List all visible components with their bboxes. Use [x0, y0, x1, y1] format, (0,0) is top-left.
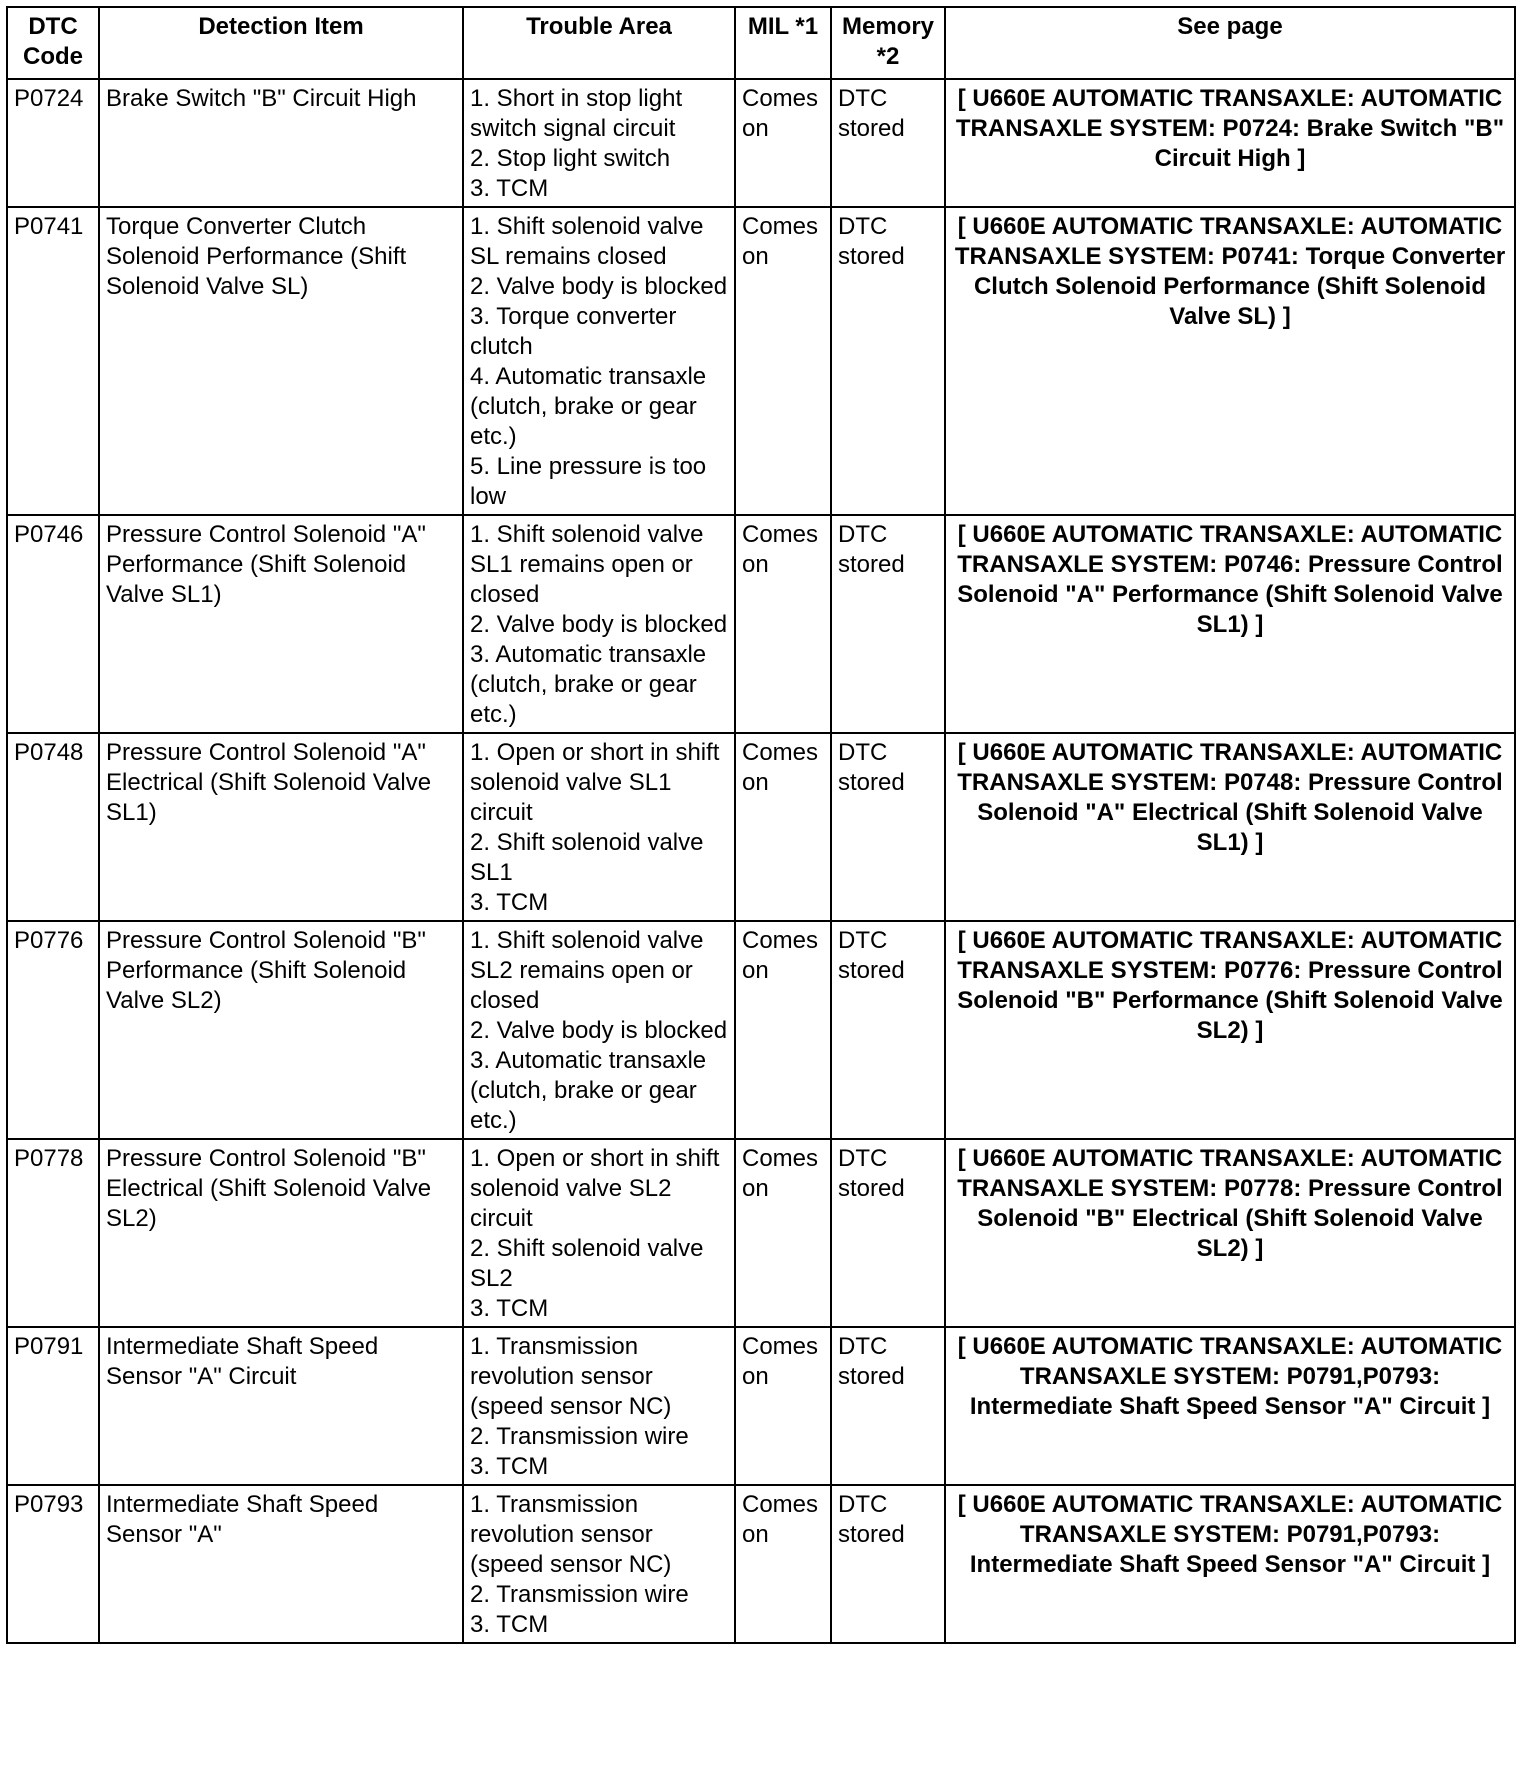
trouble-area-cell — [463, 207, 735, 515]
header-memory: Memory *2 — [831, 7, 945, 79]
trouble-area-line: 5. Line pressure is too low — [470, 453, 707, 510]
memory-cell: DTC stored — [831, 207, 945, 515]
table-body — [7, 79, 1515, 1643]
trouble-area-line: 1. Open or short in shift solenoid valve SL1 circuit — [470, 739, 720, 826]
dtc-code-cell: P0741 — [7, 207, 99, 515]
dtc-code-cell: P0724 — [7, 79, 99, 207]
memory-cell: DTC stored — [831, 921, 945, 1139]
see-page-link: [ U660E AUTOMATIC TRANSAXLE: AUTOMATIC TRANSAXLE SYSTEM: P0748: Pressure Control Solenoid "A" Electrical (Shift Solenoid Valve SL1) ] — [945, 733, 1515, 921]
dtc-table — [6, 6, 1516, 1644]
header-row — [7, 7, 1515, 79]
trouble-area-line: 3. Torque converter clutch — [470, 303, 677, 360]
trouble-area-line: 3. TCM — [470, 889, 549, 916]
trouble-area-line: 2. Valve body is blocked — [470, 1017, 728, 1044]
trouble-area-line: 1. Open or short in shift solenoid valve SL2 circuit — [470, 1145, 720, 1232]
table-row — [7, 1485, 1515, 1643]
detection-item-cell: Pressure Control Solenoid "B" Performance (Shift Solenoid Valve SL2) — [99, 921, 463, 1139]
detection-item-cell: Pressure Control Solenoid "A" Performance (Shift Solenoid Valve SL1) — [99, 515, 463, 733]
table-row — [7, 515, 1515, 733]
mil-cell: Comes on — [735, 79, 831, 207]
memory-cell: DTC stored — [831, 733, 945, 921]
dtc-code-cell: P0791 — [7, 1327, 99, 1485]
header-detection-item: Detection Item — [99, 7, 463, 79]
trouble-area-cell — [463, 515, 735, 733]
mil-cell: Comes on — [735, 515, 831, 733]
trouble-area-line: 1. Shift solenoid valve SL1 remains open or closed — [470, 521, 704, 608]
trouble-area-line: 2. Shift solenoid valve SL1 — [470, 829, 704, 886]
mil-cell: Comes on — [735, 1139, 831, 1327]
trouble-area-line: 3. Automatic transaxle (clutch, brake or gear etc.) — [470, 641, 707, 728]
detection-item-cell: Intermediate Shaft Speed Sensor "A" — [99, 1485, 463, 1643]
trouble-area-line: 3. TCM — [470, 1295, 549, 1322]
table-row — [7, 733, 1515, 921]
mil-cell: Comes on — [735, 1327, 831, 1485]
header-trouble-area: Trouble Area — [463, 7, 735, 79]
trouble-area-line: 1. Shift solenoid valve SL2 remains open or closed — [470, 927, 704, 1014]
trouble-area-cell — [463, 1327, 735, 1485]
trouble-area-cell — [463, 921, 735, 1139]
trouble-area-cell — [463, 79, 735, 207]
table-row — [7, 1327, 1515, 1485]
memory-cell: DTC stored — [831, 79, 945, 207]
table-row — [7, 1139, 1515, 1327]
memory-cell: DTC stored — [831, 1139, 945, 1327]
see-page-link: [ U660E AUTOMATIC TRANSAXLE: AUTOMATIC TRANSAXLE SYSTEM: P0778: Pressure Control Solenoid "B" Electrical (Shift Solenoid Valve SL2) ] — [945, 1139, 1515, 1327]
table-row — [7, 921, 1515, 1139]
trouble-area-cell — [463, 1139, 735, 1327]
dtc-code-cell: P0778 — [7, 1139, 99, 1327]
trouble-area-line: 2. Stop light switch — [470, 145, 671, 172]
dtc-code-cell: P0746 — [7, 515, 99, 733]
trouble-area-line: 2. Shift solenoid valve SL2 — [470, 1235, 704, 1292]
trouble-area-cell — [463, 733, 735, 921]
see-page-link: [ U660E AUTOMATIC TRANSAXLE: AUTOMATIC TRANSAXLE SYSTEM: P0746: Pressure Control Solenoid "A" Performance (Shift Solenoid Valve SL1) ] — [945, 515, 1515, 733]
trouble-area-line: 3. TCM — [470, 175, 549, 202]
dtc-code-cell: P0748 — [7, 733, 99, 921]
trouble-area-line: 1. Transmission revolution sensor (speed sensor NC) — [470, 1333, 672, 1420]
trouble-area-line: 2. Valve body is blocked — [470, 273, 728, 300]
trouble-area-line: 1. Short in stop light switch signal circuit — [470, 85, 683, 142]
trouble-area-line: 3. TCM — [470, 1611, 549, 1638]
trouble-area-cell — [463, 1485, 735, 1643]
mil-cell: Comes on — [735, 1485, 831, 1643]
trouble-area-line: 1. Shift solenoid valve SL remains closed — [470, 213, 704, 270]
table-row — [7, 79, 1515, 207]
header-see-page: See page — [945, 7, 1515, 79]
see-page-link: [ U660E AUTOMATIC TRANSAXLE: AUTOMATIC TRANSAXLE SYSTEM: P0741: Torque Converter Clutch Solenoid Performance (Shift Solenoid Valve SL) ] — [945, 207, 1515, 515]
detection-item-cell: Pressure Control Solenoid "A" Electrical (Shift Solenoid Valve SL1) — [99, 733, 463, 921]
see-page-link: [ U660E AUTOMATIC TRANSAXLE: AUTOMATIC TRANSAXLE SYSTEM: P0791,P0793: Intermediate Shaft Speed Sensor "A" Circuit ] — [945, 1327, 1515, 1485]
trouble-area-line: 3. Automatic transaxle (clutch, brake or gear etc.) — [470, 1047, 707, 1134]
trouble-area-line: 1. Transmission revolution sensor (speed sensor NC) — [470, 1491, 672, 1578]
detection-item-cell: Intermediate Shaft Speed Sensor "A" Circuit — [99, 1327, 463, 1485]
mil-cell: Comes on — [735, 921, 831, 1139]
mil-cell: Comes on — [735, 207, 831, 515]
see-page-link: [ U660E AUTOMATIC TRANSAXLE: AUTOMATIC TRANSAXLE SYSTEM: P0791,P0793: Intermediate Shaft Speed Sensor "A" Circuit ] — [945, 1485, 1515, 1643]
see-page-link: [ U660E AUTOMATIC TRANSAXLE: AUTOMATIC TRANSAXLE SYSTEM: P0776: Pressure Control Solenoid "B" Performance (Shift Solenoid Valve SL2) ] — [945, 921, 1515, 1139]
mil-cell: Comes on — [735, 733, 831, 921]
trouble-area-line: 2. Transmission wire — [470, 1581, 689, 1608]
detection-item-cell: Torque Converter Clutch Solenoid Performance (Shift Solenoid Valve SL) — [99, 207, 463, 515]
see-page-link: [ U660E AUTOMATIC TRANSAXLE: AUTOMATIC TRANSAXLE SYSTEM: P0724: Brake Switch "B" Circuit High ] — [945, 79, 1515, 207]
header-mil: MIL *1 — [735, 7, 831, 79]
memory-cell: DTC stored — [831, 515, 945, 733]
memory-cell: DTC stored — [831, 1485, 945, 1643]
dtc-code-cell: P0793 — [7, 1485, 99, 1643]
trouble-area-line: 2. Transmission wire — [470, 1423, 689, 1450]
header-dtc-code: DTC Code — [7, 7, 99, 79]
memory-cell: DTC stored — [831, 1327, 945, 1485]
trouble-area-line: 4. Automatic transaxle (clutch, brake or gear etc.) — [470, 363, 707, 450]
trouble-area-line: 2. Valve body is blocked — [470, 611, 728, 638]
trouble-area-line: 3. TCM — [470, 1453, 549, 1480]
dtc-code-cell: P0776 — [7, 921, 99, 1139]
table-row — [7, 207, 1515, 515]
detection-item-cell: Brake Switch "B" Circuit High — [99, 79, 463, 207]
detection-item-cell: Pressure Control Solenoid "B" Electrical (Shift Solenoid Valve SL2) — [99, 1139, 463, 1327]
